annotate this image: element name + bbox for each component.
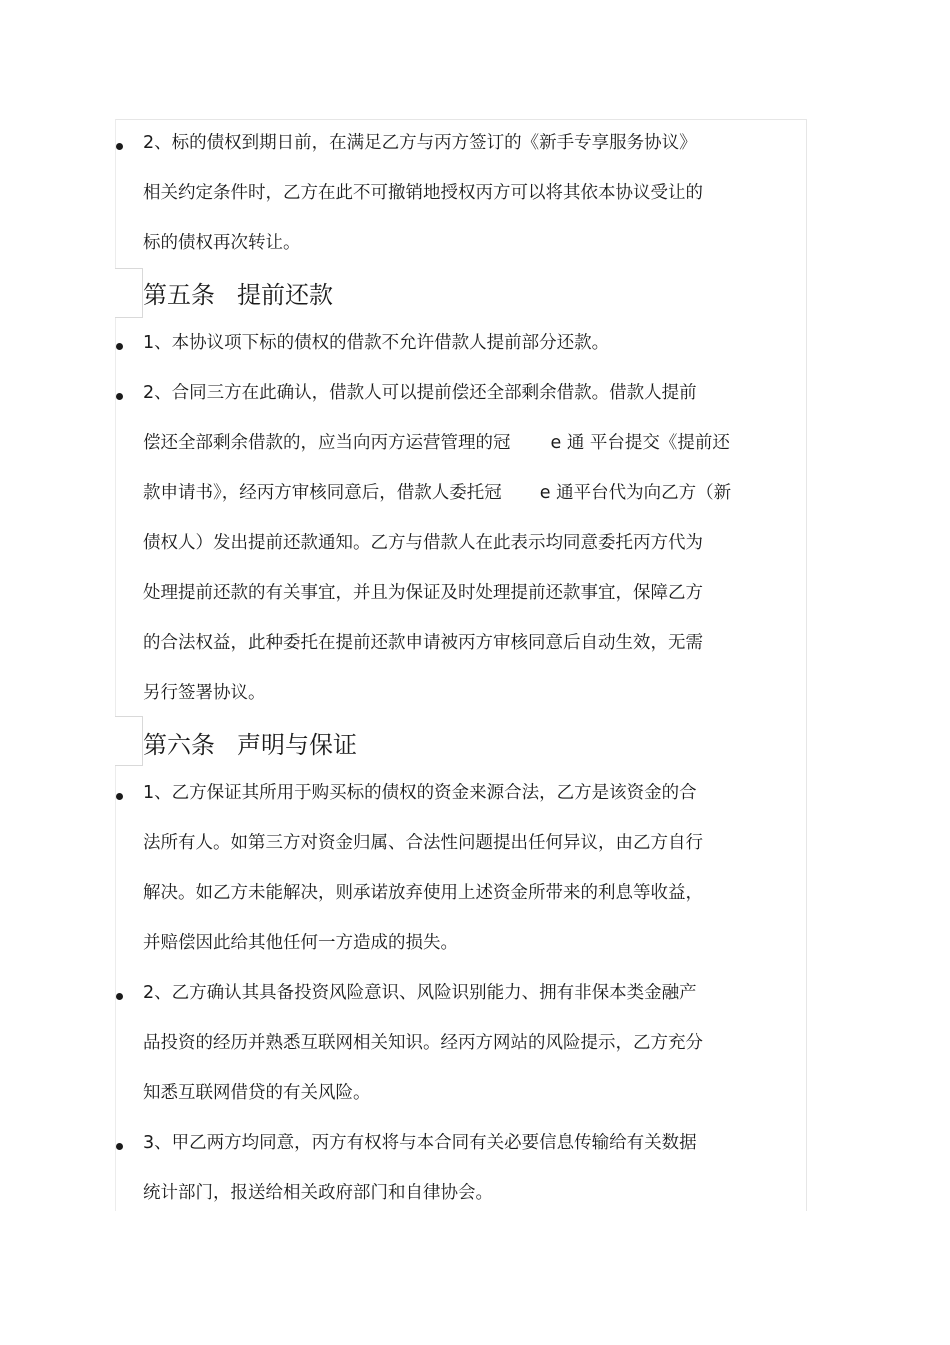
heading-marker — [115, 268, 143, 318]
text-segment: 偿还全部剩余借款的，应当向丙方运营管理的冠 — [143, 433, 511, 453]
text-segment: 款申请书》，经丙方审核同意后，借款人委托冠 — [143, 483, 502, 503]
bullet — [116, 343, 123, 350]
text-line: 2、乙方确认其具备投资风险意识、风险识别能力、拥有非保本类金融产 — [143, 983, 697, 1003]
bullet — [116, 1143, 123, 1150]
text-segment: e 通 平台提交《提前还 — [550, 433, 730, 453]
text-line: 2、标的债权到期日前，在满足乙方与丙方签订的《新手专享服务协议》 — [143, 133, 697, 153]
text-line: 法所有人。如第三方对资金归属、合法性问题提出任何异议，由乙方自行 — [143, 833, 703, 853]
heading-article5 — [143, 270, 333, 320]
text-line: 标的债权再次转让。 — [143, 233, 301, 253]
heading-marker — [115, 716, 143, 766]
text-line: 另行签署协议。 — [143, 683, 266, 703]
text-segment: e 通平台代为向乙方（新 — [539, 483, 732, 503]
text-line: 解决。如乙方未能解决，则承诺放弃使用上述资金所带来的利息等收益， — [143, 883, 703, 903]
heading-number: 第五条 — [143, 281, 215, 309]
text-line — [143, 418, 793, 468]
text-line: 1、乙方保证其所用于购买标的债权的资金来源合法，乙方是该资金的合 — [143, 783, 697, 803]
text-line: 相关约定条件时，乙方在此不可撤销地授权丙方可以将其依本协议受让的 — [143, 183, 703, 203]
paragraph-article4-item2 — [143, 118, 793, 268]
text-line: 并赔偿因此给其他任何一方造成的损失。 — [143, 933, 458, 953]
text-line: 统计部门，报送给相关政府部门和自律协会。 — [143, 1183, 493, 1203]
text-line: 处理提前还款的有关事宜，并且为保证及时处理提前还款事宜，保障乙方 — [143, 583, 703, 603]
bullet — [116, 393, 123, 400]
text-line: 1、本协议项下标的债权的借款不允许借款人提前部分还款。 — [143, 333, 610, 353]
heading-number: 第六条 — [143, 731, 215, 759]
paragraph-article6-item1 — [143, 768, 793, 968]
heading-article6 — [143, 720, 357, 770]
text-line: 3、甲乙两方均同意，丙方有权将与本合同有关必要信息传输给有关数据 — [143, 1133, 697, 1153]
text-line: 的合法权益，此种委托在提前还款申请被丙方审核同意后自动生效，无需 — [143, 633, 703, 653]
paragraph-article5-item1 — [143, 318, 793, 368]
text-line: 知悉互联网借贷的有关风险。 — [143, 1083, 371, 1103]
bullet — [116, 793, 123, 800]
paragraph-article5-item2 — [143, 368, 793, 718]
text-line — [143, 468, 793, 518]
text-line: 债权人）发出提前还款通知。乙方与借款人在此表示均同意委托丙方代为 — [143, 533, 703, 553]
text-line: 2、合同三方在此确认，借款人可以提前偿还全部剩余借款。借款人提前 — [143, 383, 697, 403]
bullet — [116, 993, 123, 1000]
paragraph-article6-item3 — [143, 1118, 793, 1218]
heading-title: 声明与保证 — [237, 731, 357, 759]
paragraph-article6-item2 — [143, 968, 793, 1118]
bullet — [116, 143, 123, 150]
heading-title: 提前还款 — [237, 281, 333, 309]
text-line: 品投资的经历并熟悉互联网相关知识。经丙方网站的风险提示，乙方充分 — [143, 1033, 703, 1053]
